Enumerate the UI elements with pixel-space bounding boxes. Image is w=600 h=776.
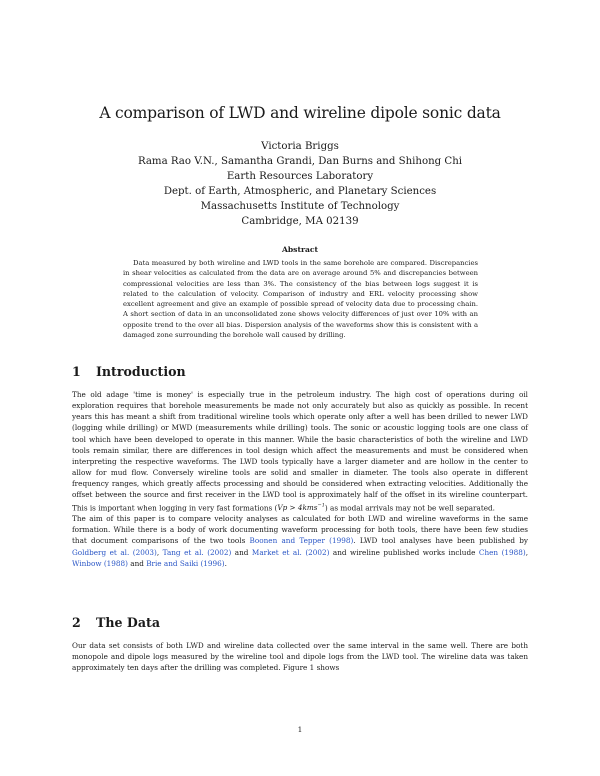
author-name: Victoria Briggs: [261, 141, 339, 152]
author-block: [0, 139, 600, 229]
paragraph: The aim of this paper is to compare velocity analyses as calculated for both LWD and wireline waveforms in the same formation. While there is a body of work documenting waveform processing for both tools, there have been few studies that document comparisons of the two tools Boonen and Tepper (1998). LWD tool analyses have been published by Goldberg et al. (2003), Tang et al. (2002) and Market et al. (2002) and wireline published works include Chen (1988), Winbow (1988) and Brie and Saiki (1996).: [72, 514, 528, 568]
paragraph: The old adage 'time is money' is especially true in the petroleum industry. The high cost of operations during oil exploration requires that borehole measurements be made not only accurately but also as quickly as possible. In recent years this has meant a shift from traditional wireline tools which operate only after a well has been drilled to newer LWD (logging while drilling) or MWD (measurements while drilling) tools. The sonic or acoustic logging tools are one class of tool which have been developed to operate in this manner. While the basic characteristics of both the wireline and LWD tools remain similar, there are differences in tool design which affect the measurements and must be considered when interpreting the respective waveforms. The LWD tools typically have a larger diameter and are hollow in the center to allow for mud flow. Conversely wireline tools are solid and smaller in diameter. The tools also operate in different frequency ranges, which greatly affects processing and should be considered when extracting velocities. Additionally the offset between the source and first receiver in the LWD tool is approximately half of the offset in its wireline counterpart. This is important when logging in very fast formations (Vp > 4kms$^{-1}$) as modal arrivals may not be well separated.: [72, 390, 528, 512]
affiliation-city: Cambridge, MA 02139: [241, 216, 359, 227]
section-number: 1: [72, 364, 81, 379]
citation-link[interactable]: Brie and Saiki (1996): [146, 558, 225, 568]
page-number: 1: [297, 725, 303, 734]
affiliation-dept: Dept. of Earth, Atmospheric, and Planetary Sciences: [163, 186, 437, 197]
abstract-heading: Abstract: [281, 245, 319, 254]
paper-title: A comparison of LWD and wireline dipole sonic data: [99, 104, 501, 122]
abstract-text: Data measured by both wireline and LWD tools in the same borehole are compared. Discrepancies in shear velocities as calculated from the data are on average around 5% and discrepancies between compressional velocities are less than 3%. The consistency of the bias between logs suggest it is related to the calculation of velocity. Comparison of industry and ERL velocity processing show excellent agreement and give an example of possible spread of velocity data due to processing chain. A short section of data in an unconsolidated zone shows velocity differences of just over 10% with an opposite trend to the over all bias. Dispersion analysis of the waveforms show this is consistent with a damaged zone surrounding the borehole wall caused by drilling.: [123, 259, 478, 340]
citation-link[interactable]: Goldberg et al. (2003): [72, 547, 157, 557]
paragraph: Our data set consists of both LWD and wireline data collected over the same interval in the same well. There are both monopole and dipole logs measured by the wireline tool and dipole logs from the LWD tool. The wireline data was taken approximately ten days after the drilling was completed. Figure 1 shows: [72, 641, 528, 673]
citation-link[interactable]: Boonen and Tepper (1998): [249, 536, 354, 546]
coauthors: Rama Rao V.N., Samantha Grandi, Dan Burns and Shihong Chi: [137, 156, 463, 167]
citation-link[interactable]: Market et al. (2002): [251, 547, 330, 557]
citation-link[interactable]: Chen (1988): [478, 547, 526, 557]
citation-link[interactable]: Winbow (1988): [72, 558, 128, 568]
section-title: Introduction: [96, 364, 186, 379]
affiliation-institute: Massachusetts Institute of Technology: [200, 201, 400, 212]
section-2-body: [72, 640, 528, 673]
section-number: 2: [72, 615, 81, 630]
section-1-heading: [72, 364, 186, 379]
affiliation-lab: Earth Resources Laboratory: [226, 171, 374, 182]
section-2-heading: [72, 615, 160, 630]
citation-link[interactable]: Tang et al. (2002): [162, 547, 232, 557]
section-1-body: [72, 389, 528, 569]
section-title: The Data: [96, 615, 160, 630]
math-inline: Vp > 4kms$^{-1}$: [277, 502, 325, 512]
